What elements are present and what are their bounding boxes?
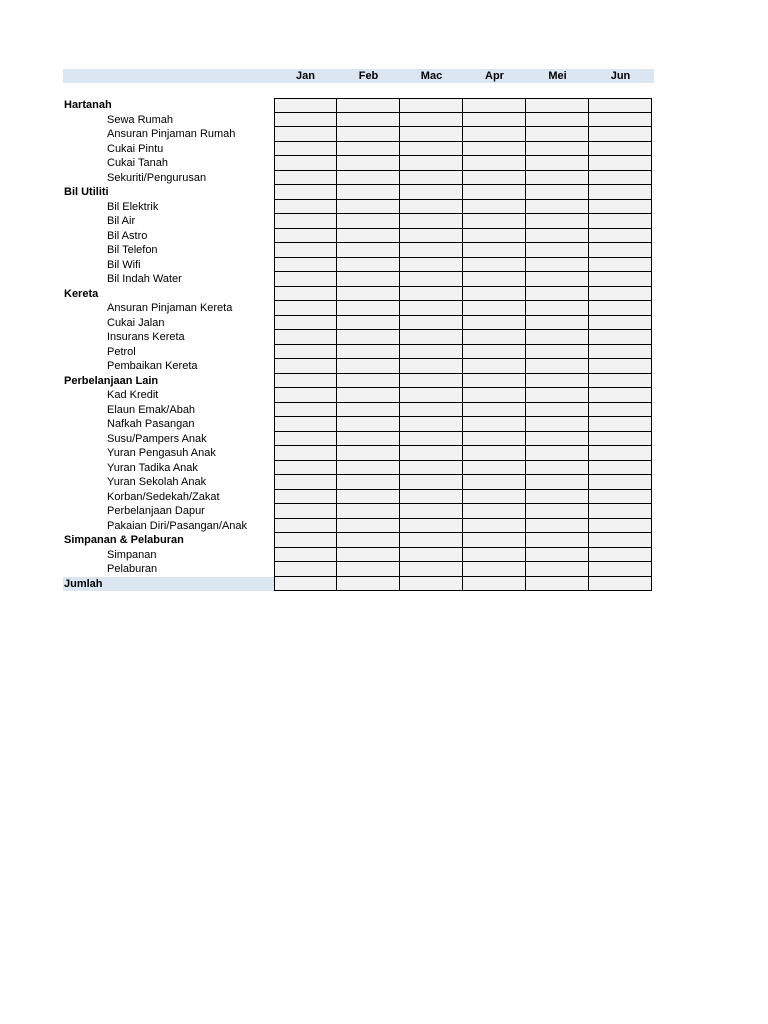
cell-feb[interactable] [337, 113, 400, 128]
cell-mac[interactable] [400, 127, 463, 142]
cell-jun[interactable] [589, 577, 652, 592]
cell-mac[interactable] [400, 562, 463, 577]
cell-jun[interactable] [589, 301, 652, 316]
cell-feb[interactable] [337, 200, 400, 215]
cell-apr[interactable] [463, 519, 526, 534]
cell-mei[interactable] [526, 446, 589, 461]
cell-jun[interactable] [589, 98, 652, 113]
cell-feb[interactable] [337, 374, 400, 389]
cell-jan[interactable] [274, 490, 337, 505]
cell-jan[interactable] [274, 243, 337, 258]
cell-jan[interactable] [274, 185, 337, 200]
cell-mac[interactable] [400, 417, 463, 432]
item-label: Yuran Pengasuh Anak [107, 447, 216, 459]
cell-feb[interactable] [337, 272, 400, 287]
cell-jun[interactable] [589, 229, 652, 244]
item-label: Sewa Rumah [107, 113, 174, 126]
cell-mei[interactable] [526, 287, 589, 302]
item-label: Bil Wifi [107, 258, 141, 271]
cell-mei[interactable] [526, 229, 589, 244]
item-row-simpanan [63, 548, 654, 563]
cell-feb[interactable] [337, 301, 400, 316]
item-label: Elaun Emak/Abah [107, 403, 196, 416]
cell-jun[interactable] [589, 548, 652, 563]
cell-feb[interactable] [337, 345, 400, 360]
cell-apr[interactable] [463, 142, 526, 157]
cell-apr[interactable] [463, 359, 526, 374]
cell-feb[interactable] [337, 577, 400, 592]
cell-jan[interactable] [274, 98, 337, 113]
cell-jan[interactable] [274, 229, 337, 244]
cell-mei[interactable] [526, 504, 589, 519]
cell-apr[interactable] [463, 171, 526, 186]
cell-mac[interactable] [400, 533, 463, 548]
cell-feb[interactable] [337, 461, 400, 476]
item-label: Bil Indah Water [107, 273, 182, 285]
cell-mei[interactable] [526, 243, 589, 258]
item-row-elaun-emak-abah [63, 403, 654, 418]
cell-apr[interactable] [463, 287, 526, 302]
cell-mei[interactable] [526, 156, 589, 171]
cell-jun[interactable] [589, 519, 652, 534]
cell-mei[interactable] [526, 345, 589, 360]
cell-feb[interactable] [337, 214, 400, 229]
cell-mac[interactable] [400, 374, 463, 389]
month-header-feb: Feb [358, 70, 379, 82]
cell-jun[interactable] [589, 330, 652, 345]
cell-apr[interactable] [463, 258, 526, 273]
category-row-simpanan-pelaburan [63, 533, 654, 548]
cell-mei[interactable] [526, 388, 589, 403]
cell-mei[interactable] [526, 113, 589, 128]
cell-jan[interactable] [274, 258, 337, 273]
cell-apr[interactable] [463, 533, 526, 548]
item-row-yuran-pengasuh-anak [63, 446, 654, 461]
item-row-yuran-sekolah-anak [63, 475, 654, 490]
cell-feb[interactable] [337, 98, 400, 113]
cell-feb[interactable] [337, 548, 400, 563]
cell-jun[interactable] [589, 446, 652, 461]
item-label: Yuran Sekolah Anak [107, 476, 207, 488]
cell-jun[interactable] [589, 475, 652, 490]
cell-jun[interactable] [589, 243, 652, 258]
cell-jan[interactable] [274, 345, 337, 360]
item-row-petrol [63, 345, 654, 360]
item-row-ansuran-pinjaman-kereta [63, 301, 654, 316]
cell-apr[interactable] [463, 461, 526, 476]
cell-mac[interactable] [400, 519, 463, 534]
cell-jun[interactable] [589, 258, 652, 273]
cell-jan[interactable] [274, 388, 337, 403]
item-label: Insurans Kereta [107, 331, 185, 343]
cell-mac[interactable] [400, 272, 463, 287]
cell-jan[interactable] [274, 461, 337, 476]
item-row-yuran-tadika-anak [63, 461, 654, 476]
cell-apr[interactable] [463, 504, 526, 519]
cell-mac[interactable] [400, 301, 463, 316]
cell-mac[interactable] [400, 113, 463, 128]
category-row-kereta [63, 287, 654, 302]
cell-jan[interactable] [274, 142, 337, 157]
cell-mei[interactable] [526, 533, 589, 548]
item-row-pakaian-diri-pasangan-anak [63, 519, 654, 534]
cell-jan[interactable] [274, 533, 337, 548]
item-label: Korban/Sedekah/Zakat [107, 490, 220, 503]
cell-mac[interactable] [400, 359, 463, 374]
cell-jun[interactable] [589, 359, 652, 374]
cell-apr[interactable] [463, 417, 526, 432]
cell-feb[interactable] [337, 403, 400, 418]
category-label: Simpanan & Pelaburan [64, 534, 184, 546]
cell-feb[interactable] [337, 171, 400, 186]
cell-jan[interactable] [274, 519, 337, 534]
cell-apr[interactable] [463, 316, 526, 331]
cell-jan[interactable] [274, 214, 337, 229]
category-row-bil-utiliti [63, 185, 654, 200]
cell-mei[interactable] [526, 301, 589, 316]
item-row-ansuran-pinjaman-rumah [63, 127, 654, 142]
category-row-hartanah [63, 98, 654, 113]
cell-feb[interactable] [337, 533, 400, 548]
cell-apr[interactable] [463, 98, 526, 113]
cell-feb[interactable] [337, 258, 400, 273]
cell-mac[interactable] [400, 243, 463, 258]
cell-jan[interactable] [274, 330, 337, 345]
cell-jan[interactable] [274, 359, 337, 374]
cell-jan[interactable] [274, 113, 337, 128]
cell-mac[interactable] [400, 200, 463, 215]
cell-mac[interactable] [400, 258, 463, 273]
cell-feb[interactable] [337, 229, 400, 244]
cell-jun[interactable] [589, 316, 652, 331]
cell-mac[interactable] [400, 142, 463, 157]
item-label: Susu/Pampers Anak [107, 432, 207, 445]
item-row-korban-sedekah-zakat [63, 490, 654, 505]
cell-mac[interactable] [400, 156, 463, 171]
total-label: Jumlah [64, 577, 103, 590]
cell-jan[interactable] [274, 446, 337, 461]
cell-apr[interactable] [463, 243, 526, 258]
cell-jan[interactable] [274, 374, 337, 389]
item-row-bil-astro [63, 229, 654, 244]
cell-mac[interactable] [400, 330, 463, 345]
cell-apr[interactable] [463, 374, 526, 389]
cell-feb[interactable] [337, 185, 400, 200]
month-header-jan: Jan [296, 70, 315, 82]
item-label: Perbelanjaan Dapur [107, 505, 205, 517]
cell-mei[interactable] [526, 142, 589, 157]
cell-apr[interactable] [463, 562, 526, 577]
item-row-nafkah-pasangan [63, 417, 654, 432]
cell-mei[interactable] [526, 258, 589, 273]
cell-mei[interactable] [526, 490, 589, 505]
item-row-pembaikan-kereta [63, 359, 654, 374]
item-row-bil-air [63, 214, 654, 229]
cell-apr[interactable] [463, 345, 526, 360]
item-row-kad-kredit [63, 388, 654, 403]
category-label: Perbelanjaan Lain [64, 374, 159, 387]
category-label: Bil Utiliti [64, 186, 109, 198]
cell-mei[interactable] [526, 185, 589, 200]
cell-jun[interactable] [589, 403, 652, 418]
cell-mac[interactable] [400, 432, 463, 447]
cell-apr[interactable] [463, 403, 526, 418]
cell-feb[interactable] [337, 142, 400, 157]
month-header-mei: Mei [548, 70, 567, 82]
item-row-perbelanjaan-dapur [63, 504, 654, 519]
item-label: Bil Air [107, 215, 136, 227]
cell-mei[interactable] [526, 359, 589, 374]
cell-jun[interactable] [589, 533, 652, 548]
cell-mei[interactable] [526, 548, 589, 563]
cell-feb[interactable] [337, 562, 400, 577]
cell-mei[interactable] [526, 403, 589, 418]
cell-mei[interactable] [526, 432, 589, 447]
cell-apr[interactable] [463, 330, 526, 345]
cell-jan[interactable] [274, 171, 337, 186]
cell-feb[interactable] [337, 287, 400, 302]
cell-jun[interactable] [589, 490, 652, 505]
cell-apr[interactable] [463, 475, 526, 490]
cell-jan[interactable] [274, 200, 337, 215]
cell-apr[interactable] [463, 446, 526, 461]
cell-jan[interactable] [274, 316, 337, 331]
cell-apr[interactable] [463, 272, 526, 287]
cell-jun[interactable] [589, 142, 652, 157]
cell-mei[interactable] [526, 519, 589, 534]
cell-jun[interactable] [589, 345, 652, 360]
cell-mei[interactable] [526, 127, 589, 142]
cell-mei[interactable] [526, 330, 589, 345]
cell-mac[interactable] [400, 345, 463, 360]
item-label: Sekuriti/Pengurusan [107, 171, 207, 184]
item-row-sewa-rumah [63, 113, 654, 128]
cell-mac[interactable] [400, 577, 463, 592]
cell-mac[interactable] [400, 461, 463, 476]
cell-feb[interactable] [337, 417, 400, 432]
cell-jun[interactable] [589, 127, 652, 142]
item-row-cukai-jalan [63, 316, 654, 331]
cell-feb[interactable] [337, 446, 400, 461]
cell-mac[interactable] [400, 98, 463, 113]
cell-jun[interactable] [589, 504, 652, 519]
cell-jan[interactable] [274, 504, 337, 519]
cell-jun[interactable] [589, 287, 652, 302]
cell-mac[interactable] [400, 403, 463, 418]
item-label: Yuran Tadika Anak [107, 461, 198, 474]
month-header-apr: Apr [485, 70, 504, 82]
cell-jun[interactable] [589, 374, 652, 389]
cell-jun[interactable] [589, 171, 652, 186]
cell-mac[interactable] [400, 548, 463, 563]
cell-mac[interactable] [400, 185, 463, 200]
item-label: Nafkah Pasangan [107, 418, 195, 430]
cell-mei[interactable] [526, 98, 589, 113]
cell-apr[interactable] [463, 490, 526, 505]
cell-mei[interactable] [526, 374, 589, 389]
cell-mei[interactable] [526, 417, 589, 432]
item-label: Cukai Tanah [107, 157, 168, 169]
item-row-cukai-tanah [63, 156, 654, 171]
cell-jun[interactable] [589, 156, 652, 171]
item-row-susu-pampers-anak [63, 432, 654, 447]
cell-apr[interactable] [463, 229, 526, 244]
cell-feb[interactable] [337, 156, 400, 171]
item-label: Bil Elektrik [107, 200, 159, 213]
cell-mei[interactable] [526, 562, 589, 577]
cell-jan[interactable] [274, 548, 337, 563]
item-row-bil-telefon [63, 243, 654, 258]
cell-mei[interactable] [526, 577, 589, 592]
cell-feb[interactable] [337, 359, 400, 374]
cell-jan[interactable] [274, 156, 337, 171]
cell-mac[interactable] [400, 316, 463, 331]
cell-jan[interactable] [274, 577, 337, 592]
cell-jun[interactable] [589, 113, 652, 128]
cell-feb[interactable] [337, 316, 400, 331]
item-row-sekuriti-pengurusan [63, 171, 654, 186]
cell-jun[interactable] [589, 417, 652, 432]
cell-apr[interactable] [463, 156, 526, 171]
cell-mac[interactable] [400, 229, 463, 244]
cell-mei[interactable] [526, 171, 589, 186]
cell-mac[interactable] [400, 504, 463, 519]
month-header-jun: Jun [610, 70, 631, 82]
cell-jun[interactable] [589, 562, 652, 577]
cell-apr[interactable] [463, 577, 526, 592]
cell-mac[interactable] [400, 287, 463, 302]
item-label: Bil Astro [107, 229, 148, 242]
cell-mei[interactable] [526, 461, 589, 476]
item-label: Petrol [107, 345, 136, 358]
cell-jan[interactable] [274, 475, 337, 490]
cell-feb[interactable] [337, 243, 400, 258]
item-label: Ansuran Pinjaman Rumah [107, 128, 236, 140]
cell-mei[interactable] [526, 316, 589, 331]
cell-feb[interactable] [337, 490, 400, 505]
item-label: Ansuran Pinjaman Kereta [107, 302, 233, 314]
category-row-perbelanjaan-lain [63, 374, 654, 389]
cell-jan[interactable] [274, 562, 337, 577]
cell-mei[interactable] [526, 200, 589, 215]
cell-jan[interactable] [274, 287, 337, 302]
category-label: Hartanah [64, 99, 112, 111]
cell-mac[interactable] [400, 475, 463, 490]
cell-feb[interactable] [337, 504, 400, 519]
item-label: Pelaburan [107, 563, 158, 575]
cell-feb[interactable] [337, 388, 400, 403]
cell-apr[interactable] [463, 185, 526, 200]
cell-mei[interactable] [526, 214, 589, 229]
cell-mac[interactable] [400, 446, 463, 461]
cell-apr[interactable] [463, 301, 526, 316]
cell-jun[interactable] [589, 200, 652, 215]
category-label: Kereta [64, 287, 99, 300]
cell-jun[interactable] [589, 461, 652, 476]
item-label: Kad Kredit [107, 389, 159, 401]
cell-feb[interactable] [337, 330, 400, 345]
item-row-insurans-kereta [63, 330, 654, 345]
cell-feb[interactable] [337, 127, 400, 142]
cell-jan[interactable] [274, 432, 337, 447]
cell-mei[interactable] [526, 272, 589, 287]
item-row-bil-wifi [63, 258, 654, 273]
total-row-jumlah [63, 577, 654, 592]
item-label: Bil Telefon [107, 244, 158, 256]
item-row-cukai-pintu [63, 142, 654, 157]
cell-apr[interactable] [463, 127, 526, 142]
cell-jan[interactable] [274, 127, 337, 142]
cell-jan[interactable] [274, 403, 337, 418]
item-label: Cukai Pintu [107, 142, 164, 155]
cell-jun[interactable] [589, 272, 652, 287]
cell-mei[interactable] [526, 475, 589, 490]
cell-feb[interactable] [337, 475, 400, 490]
cell-jan[interactable] [274, 417, 337, 432]
item-label: Simpanan [107, 548, 157, 561]
cell-mac[interactable] [400, 171, 463, 186]
item-label: Cukai Jalan [107, 316, 165, 329]
item-row-pelaburan [63, 562, 654, 577]
cell-feb[interactable] [337, 432, 400, 447]
cell-mac[interactable] [400, 490, 463, 505]
month-header-mac: Mac [420, 70, 443, 82]
item-label: Pakaian Diri/Pasangan/Anak [107, 519, 248, 532]
cell-mac[interactable] [400, 214, 463, 229]
cell-jun[interactable] [589, 214, 652, 229]
cell-mac[interactable] [400, 388, 463, 403]
cell-apr[interactable] [463, 200, 526, 215]
cell-jun[interactable] [589, 388, 652, 403]
cell-jun[interactable] [589, 432, 652, 447]
cell-jan[interactable] [274, 301, 337, 316]
cell-apr[interactable] [463, 548, 526, 563]
cell-jan[interactable] [274, 272, 337, 287]
item-row-bil-indah-water [63, 272, 654, 287]
cell-apr[interactable] [463, 214, 526, 229]
item-label: Pembaikan Kereta [107, 360, 198, 372]
cell-jun[interactable] [589, 185, 652, 200]
cell-apr[interactable] [463, 432, 526, 447]
cell-apr[interactable] [463, 388, 526, 403]
cell-feb[interactable] [337, 519, 400, 534]
item-row-bil-elektrik [63, 200, 654, 215]
cell-apr[interactable] [463, 113, 526, 128]
